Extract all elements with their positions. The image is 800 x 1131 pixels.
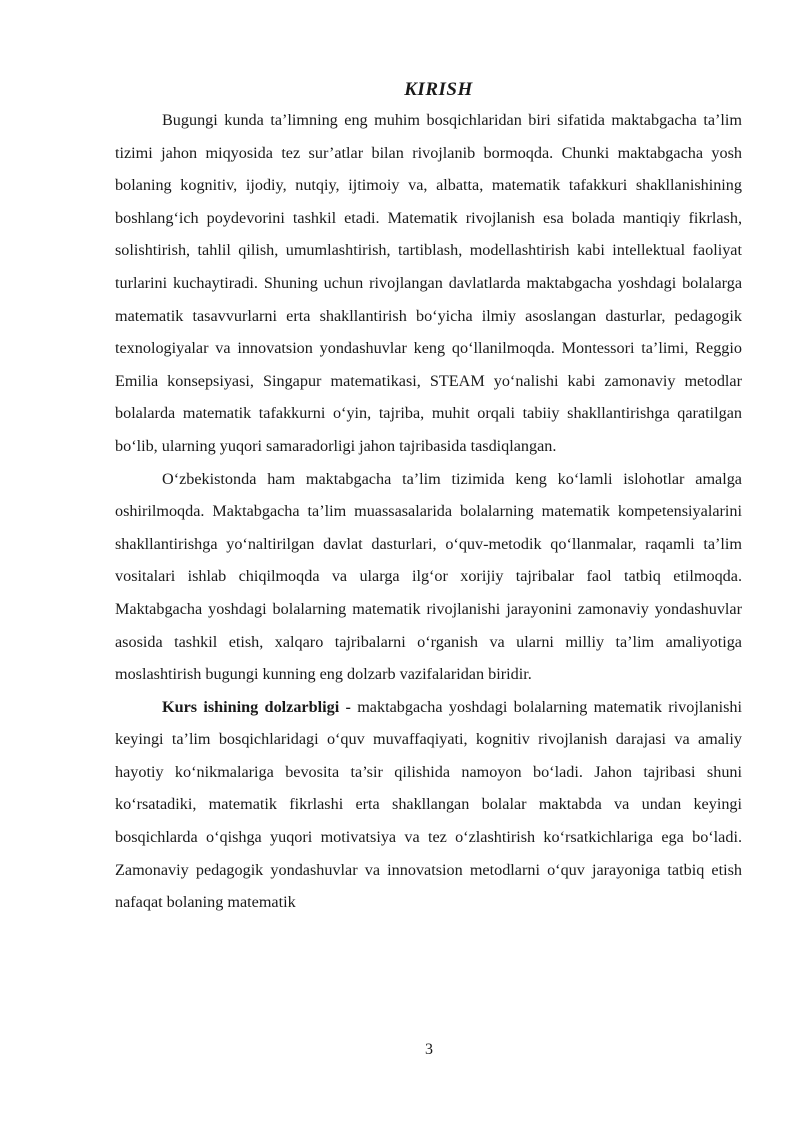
section-title: KIRISH — [404, 79, 473, 100]
intro-paragraph-1: Bugungi kunda ta’limning eng muhim bosqichlaridan biri sifatida maktabgacha ta’lim tizimi jahon miqyosida tez sur’atlar bilan rivojlanib bormoqda. Chunki maktabgacha yosh bolaning kognitiv, ijodiy, nutqiy, ijtimoiy va, albatta, matematik tafakkuri shakllanishining boshlang‘ich poydevorini tashkil etadi. Matematik rivojlanish esa bolada mantiqiy fikrlash, solishtirish, tahlil qilish, umumlashtirish, tartiblash, modellashtirish kabi intellektual faoliyat turlarini kuchaytiradi. Shuning uchun rivojlangan davlatlarda maktabgacha yoshdagi bolalarga matematik tasavvurlarni erta shakllantirish bo‘yicha ilmiy asoslangan dasturlar, pedagogik texnologiyalar va innovatsion yondashuvlar keng qo‘llanilmoqda. Montessori ta’limi, Reggio Emilia konsepsiyasi, Singapur matematikasi, STEAM yo‘nalishi kabi zamonaviy metodlar bolalarda matematik tafakkurni o‘yin, tajriba, muhit orqali tabiiy shakllantirishga qaratilgan bo‘lib, ularning yuqori samaradorligi jahon tajribasida tasdiqlangan. — [115, 111, 742, 455]
page-content — [115, 74, 742, 919]
relevance-lead: Kurs ishining dolzarbligi - — [162, 697, 351, 716]
intro-paragraph-2: O‘zbekistonda ham maktabgacha ta’lim tizimida keng ko‘lamli islohotlar amalga oshirilmoqda. Maktabgacha ta’lim muassasalarida bolalarning matematik kompetensiyalarini shakllantirishga yo‘naltirilgan davlat dasturlari, o‘quv-metodik qo‘llanmalar, raqamli ta’lim vositalari ishlab chiqilmoqda va ularga ilg‘or xorijiy tajribalar faol tatbiq etilmoqda. Maktabgacha yoshdagi bolalarning matematik rivojlanishi jarayonini zamonaviy yondashuvlar asosida tashkil etish, xalqaro tajribalarni o‘rganish va ularni milliy ta’lim amaliyotiga moslashtirish bugungi kunning eng dolzarb vazifalaridan biridir. — [115, 469, 742, 684]
relevance-text: maktabgacha yoshdagi bolalarning matematik rivojlanishi keyingi ta’lim bosqichlaridagi o‘quv muvaffaqiyati, kognitiv rivojlanish darajasi va amaliy hayotiy ko‘nikmalariga bevosita ta’sir qilishida namoyon bo‘ladi. Jahon tajribasi shuni ko‘rsatadiki, matematik fikrlashi erta shakllangan bolalar maktabda va undan keyingi bosqichlarda o‘qishga yuqori motivatsiya va tez o‘zlashtirish ko‘rsatkichlariga ega bo‘ladi. Zamonaviy pedagogik yondashuvlar va innovatsion metodlarni o‘quv jarayoniga tatbiq etish nafaqat bolaning matematik — [115, 697, 742, 912]
relevance-paragraph — [115, 691, 742, 919]
page-number: 3 — [425, 1041, 433, 1058]
